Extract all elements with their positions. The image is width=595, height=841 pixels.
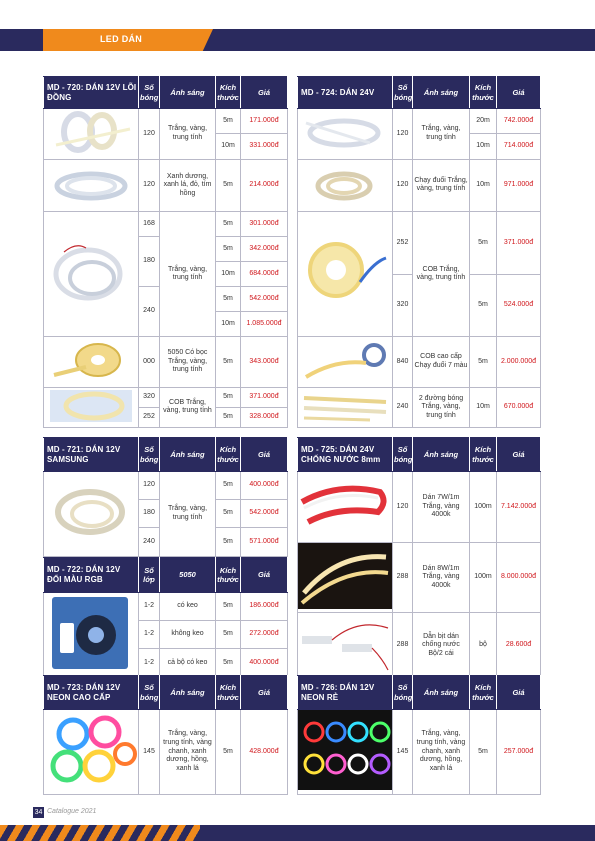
cell-bulbs: 240 [139,528,160,556]
cell-price: 684.000đ [241,262,288,287]
cell-size: 100m [470,472,497,543]
product-name-md720: MD - 720: DÁN 12V LÕI ĐỒNG [44,77,139,109]
cell-bulbs: 120 [393,109,413,160]
cell-size: 5m [470,710,497,795]
table-md720 [43,76,288,428]
cell-size: 5m [216,472,241,500]
cell-light: Trắng, vàng, trung tính, vàng chanh, xanh dương, hồng, xanh lá [160,710,216,795]
cell-bulbs: 145 [139,710,160,795]
cell-size: 5m [216,710,241,795]
cell-size: 10m [216,134,241,159]
cell-price: 400.000đ [241,649,288,677]
cell-size: 5m [216,287,241,312]
table-md722 [43,557,288,678]
cell-bulbs: 240 [139,287,160,337]
cell-size: 5m [216,649,241,677]
product-name-md721: MD - 721: DÁN 12V SAMSUNG [44,438,139,472]
col-5050: 5050 [160,558,216,593]
cell-bulbs: 252 [139,407,160,427]
col-size: Kích thước [470,77,497,109]
cell-price: 272.000đ [241,621,288,649]
col-bulbs: Số bóng [139,438,160,472]
cell-price: 257.000đ [497,710,541,795]
page-number: 34 [34,809,43,816]
cell-price: 171.000đ [241,109,288,134]
cell-bulbs: 145 [393,710,413,795]
product-image [44,593,139,678]
col-price: Giá [241,77,288,109]
cell-bulbs: 320 [393,275,413,337]
cell-price: 301.000đ [241,212,288,237]
cell-light: COB cao cấp Chạy đuổi 7 màu [413,337,470,388]
col-light: Ánh sáng [160,438,216,472]
cell-light: COB Trắng, vàng, trung tính [160,387,216,428]
table-md725 [297,437,541,679]
cell-light: Trắng, vàng, trung tính [160,109,216,160]
cell-price: 1.085.000đ [241,312,288,337]
cell-desc: không keo [160,621,216,649]
cell-light: Chạy đuổi Trắng, vàng, trung tính [413,159,470,212]
cell-price: 542.000đ [241,500,288,528]
cell-size: 20m [470,109,497,134]
product-image [44,710,139,795]
product-image [298,472,393,543]
cell-bulbs: 288 [393,542,413,613]
product-image [44,472,139,557]
cell-price: 670.000đ [497,387,541,428]
cell-price: 524.000đ [497,275,541,337]
col-bulbs: Số bóng [139,676,160,710]
product-image [44,159,139,212]
cell-light: Xanh dương, xanh lá, đỏ, tím hồng [160,159,216,212]
col-light: Ánh sáng [160,676,216,710]
cell-bulbs: 240 [393,387,413,428]
col-light: Ánh sáng [413,77,470,109]
cell-price: 400.000đ [241,472,288,500]
product-image [44,387,139,428]
cell-bulbs: 120 [393,159,413,212]
col-price: Giá [497,676,541,710]
cell-size: 5m [216,237,241,262]
cell-price: 971.000đ [497,159,541,212]
cell-size: 5m [216,593,241,621]
col-size: Kích thước [216,676,241,710]
product-image [44,109,139,160]
cell-size: 5m [216,407,241,427]
cell-bulbs: 120 [393,472,413,543]
product-image [298,159,393,212]
cell-light: 5050 Có bọc Trắng, vàng, trung tính [160,337,216,388]
product-image [44,212,139,337]
cell-price: 371.000đ [497,212,541,275]
col-size: Kích thước [470,676,497,710]
table-md723 [43,675,288,795]
cell-bulbs: 120 [139,159,160,212]
col-light: Ánh sáng [413,676,470,710]
cell-size: 5m [470,275,497,337]
cell-price: 542.000đ [241,287,288,312]
product-name-md724: MD - 724: DÁN 24V [298,77,393,109]
cell-layers: 1-2 [139,621,160,649]
col-light: Ánh sáng [160,77,216,109]
product-name-md722: MD - 722: DÁN 12V ĐỔI MÀU RGB [44,558,139,593]
cell-size: 10m [216,262,241,287]
col-price: Giá [241,558,288,593]
cell-size: 5m [216,212,241,237]
cell-price: 371.000đ [241,387,288,407]
col-bulbs: Số bóng [393,438,413,472]
col-bulbs: Số bóng [393,676,413,710]
col-size: Kích thước [216,558,241,593]
col-price: Giá [497,438,541,472]
product-name-md726: MD - 726: DÁN 12V NEON RẺ [298,676,393,710]
cell-light: Trắng, vàng, trung tính, vàng chanh, xanh dương, hồng, xanh lá [413,710,470,795]
product-image [298,542,393,613]
product-image [298,212,393,337]
table-md724 [297,76,541,428]
cell-bulbs: 252 [393,212,413,275]
cell-bulbs: 000 [139,337,160,388]
cell-price: 328.000đ [241,407,288,427]
cell-size: 5m [216,621,241,649]
cell-light: 2 đường bóng Trắng, vàng, trung tính [413,387,470,428]
cell-price: 28.600đ [497,613,541,679]
cell-size: 5m [470,337,497,388]
cell-layers: 1-2 [139,649,160,677]
product-image [298,387,393,428]
product-image [298,613,393,679]
cell-size: 5m [216,387,241,407]
section-title: LED DÁN [100,34,143,44]
col-size: Kích thước [216,438,241,472]
cell-bulbs: 320 [139,387,160,407]
cell-bulbs: 168 [139,212,160,237]
cell-bulbs: 120 [139,109,160,160]
cell-bulbs: 180 [139,500,160,528]
cell-price: 342.000đ [241,237,288,262]
cell-size: 5m [216,528,241,556]
cell-bulbs: 288 [393,613,413,679]
cell-desc: có keo [160,593,216,621]
header-band [0,29,595,51]
col-price: Giá [241,676,288,710]
cell-price: 186.000đ [241,593,288,621]
cell-light: Dán 7W/1m Trắng, vàng 4000k [413,472,470,543]
cell-light: Trắng, vàng, trung tính [413,109,470,160]
cell-price: 714.000đ [497,134,541,159]
cell-price: 742.000đ [497,109,541,134]
cell-size: 10m [470,387,497,428]
cell-size: 5m [216,500,241,528]
product-name-md725: MD - 725: DÁN 24V CHỐNG NƯỚC 8mm [298,438,393,472]
product-image [298,109,393,160]
table-md726 [297,675,541,795]
product-image [44,337,139,388]
product-image [298,710,393,795]
cell-size: bộ [470,613,497,679]
col-size: Kích thước [216,77,241,109]
cell-price: 7.142.000đ [497,472,541,543]
cell-size: 10m [470,134,497,159]
product-image [298,337,393,388]
col-layers: Số lớp [139,558,160,593]
footer-stripes [0,825,200,841]
cell-size: 5m [216,337,241,388]
cell-price: 331.000đ [241,134,288,159]
col-bulbs: Số bóng [393,77,413,109]
cell-size: 100m [470,542,497,613]
cell-price: 343.000đ [241,337,288,388]
col-bulbs: Số bóng [139,77,160,109]
table-md721 [43,437,288,557]
col-price: Giá [497,77,541,109]
cell-light: Dán 8W/1m Trắng, vàng 4000k [413,542,470,613]
col-price: Giá [241,438,288,472]
product-name-md723: MD - 723: DÁN 12V NEON CAO CẤP [44,676,139,710]
cell-size: 5m [216,159,241,212]
cell-price: 2.000.000đ [497,337,541,388]
cell-desc: cả bộ có keo [160,649,216,677]
cell-size: 5m [470,212,497,275]
cell-light: Trắng, vàng, trung tính [160,472,216,557]
cell-price: 8.000.000đ [497,542,541,613]
cell-light: Trắng, vàng, trung tính [160,212,216,337]
cell-price: 428.000đ [241,710,288,795]
cell-size: 5m [216,109,241,134]
cell-bulbs: 180 [139,237,160,287]
cell-light: Dẫn bịt dán chống nước Bộ/2 cái [413,613,470,679]
cell-size: 10m [470,159,497,212]
col-light: Ánh sáng [413,438,470,472]
cell-bulbs: 120 [139,472,160,500]
col-size: Kích thước [470,438,497,472]
catalog-label: Catalogue 2021 [47,808,97,815]
cell-layers: 1-2 [139,593,160,621]
cell-bulbs: 840 [393,337,413,388]
cell-light: COB Trắng, vàng, trung tính [413,212,470,337]
cell-size: 10m [216,312,241,337]
cell-price: 214.000đ [241,159,288,212]
cell-price: 571.000đ [241,528,288,556]
